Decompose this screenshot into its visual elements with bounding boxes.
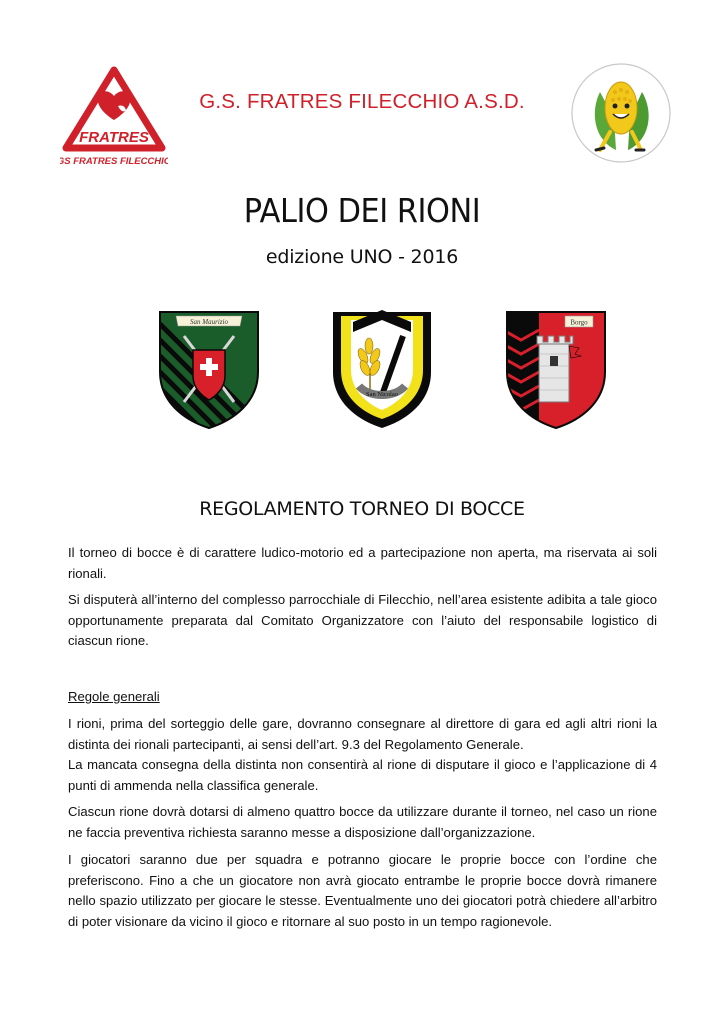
fratres-logo-text: FRATRES	[79, 129, 149, 146]
corn-mascot-logo	[570, 62, 672, 164]
shield-san-nicolao	[329, 306, 435, 432]
san-nicolao-banner: San Nicolao	[366, 391, 398, 398]
paragraph-players: I giocatori saranno due per squadra e potranno giocare le proprie bocce con l’ordine che preferiscono. Fino a che un giocatore non avrà giocato entrambe le proprie bocce dovrà rimanere nello spazio utilizzato per giocare le stesse. Eventualmente uno dei giocatori potrà chiedere all’arbitro di poter visionare da vicino il gioco e ritornare al suo posto in un tempo ragionevole.	[68, 852, 657, 929]
edition-subtitle: edizione UNO - 2016	[265, 246, 459, 268]
paragraph-equipment: Ciascun rione dovrà dotarsi di almeno quattro bocce da utilizzare durante il torneo, nel caso un rione ne faccia preventiva richiesta saranno messe a disposizione dall’organizzazione.	[68, 804, 657, 840]
shield-san-maurizio	[156, 306, 262, 432]
fratres-logo	[60, 66, 168, 170]
shield-borgo	[503, 306, 609, 432]
paragraph-intro: Il torneo di bocce è di carattere ludico-motorio ed a partecipazione non aperta, ma riservata ai soli rionali.	[68, 545, 657, 581]
paragraph-roster-penalty: La mancata consegna della distinta non consentirà al rione di disputare il gioco e l’applicazione di 4 punti di ammenda nella classifica generale.	[68, 757, 657, 793]
fratres-logo-caption: GS FRATRES FILECCHIO	[60, 156, 168, 167]
section-title: REGOLAMENTO TORNEO DI BOCCE	[199, 498, 525, 520]
paragraph-roster	[68, 714, 657, 796]
rules-heading: Regole generali	[68, 689, 160, 704]
san-maurizio-banner: San Maurizio	[190, 318, 228, 326]
page-title: PALIO DEI RIONI	[243, 191, 481, 230]
paragraph-roster-delivery: I rioni, prima del sorteggio delle gare, dovranno consegnare al direttore di gara ed agli altri rioni la distinta dei rionali partecipanti, ai sensi dell’art. 9.3 del Regolamento Generale.	[68, 716, 657, 752]
paragraph-location: Si disputerà all’interno del complesso parrocchiale di Filecchio, nell’area esistente adibita a tale gioco opportunamente preparata dal Comitato Organizzatore con l’aiuto del responsabile logistico di ciascun rione.	[68, 592, 657, 648]
organization-title: G.S. FRATRES FILECCHIO A.S.D.	[199, 90, 525, 113]
borgo-banner: Borgo	[570, 318, 588, 327]
